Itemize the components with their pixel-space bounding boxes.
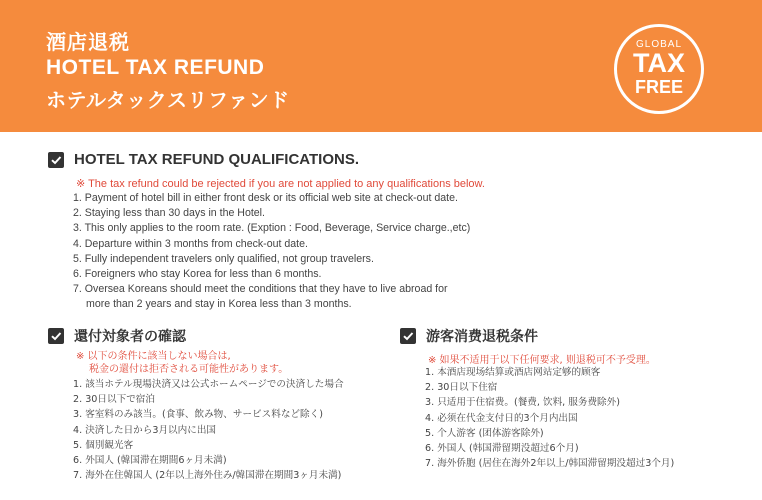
- list-item: 4. Departure within 3 months from check-out date.: [73, 237, 308, 250]
- list-item: 5. 個別観光客: [73, 439, 134, 451]
- checkbox-check-icon: [48, 328, 64, 344]
- list-item: 3. This only applies to the room rate. (Exption : Food, Beverage, Service charge.,etc): [73, 222, 471, 235]
- logo-tax-text: TAX: [633, 48, 685, 78]
- english-note: ※ The tax refund could be rejected if you are not applied to any qualifications below.: [76, 178, 485, 190]
- japanese-qualification-list: [73, 377, 344, 483]
- logo-free-text: FREE: [634, 77, 683, 97]
- checkbox-check-icon: [400, 328, 416, 344]
- header-banner: [0, 0, 762, 132]
- title-chinese: 酒店退税: [46, 30, 130, 54]
- list-item: 7. Oversea Koreans should meet the conditions that they have to live abroad for: [73, 283, 448, 296]
- english-section-heading: [48, 151, 359, 168]
- list-item: 2. 30日以下で宿泊: [73, 394, 155, 406]
- list-item: 4. 必须在代金支付日的3个月内出国: [425, 412, 578, 424]
- chinese-heading-text: 游客消费退税条件: [426, 329, 538, 345]
- list-item: more than 2 years and stay in Korea less than 3 months.: [86, 298, 352, 311]
- japanese-section-heading: [48, 326, 186, 346]
- japanese-heading-text: 還付対象者の確認: [74, 329, 186, 345]
- list-item: 4. 決済した日から3月以内に出国: [73, 424, 217, 436]
- list-item: 1. 該当ホテル現場決済又は公式ホームページでの決済した場合: [73, 379, 344, 390]
- list-item: 3. 只适用于住宿费。(餐费, 饮料, 服务费除外): [425, 397, 620, 409]
- chinese-section-heading: [400, 326, 538, 346]
- list-item: 5. 个人游客 (团体游客除外): [425, 427, 544, 439]
- english-qualification-list: [73, 191, 470, 313]
- list-item: 5. Fully independent travelers only qualified, not group travelers.: [73, 252, 374, 265]
- japanese-note-line2: 税金の還付は拒否される可能性があります。: [89, 364, 289, 375]
- list-item: 6. 外国人 (韓国滞在期間6ヶ月未満): [73, 455, 227, 467]
- title-english: HOTEL TAX REFUND: [46, 56, 265, 79]
- japanese-note-line1: ※ 以下の条件に該当しない場合は,: [76, 351, 231, 362]
- title-japanese: ホテルタックスリファンド: [46, 88, 290, 112]
- chinese-qualification-list: [425, 365, 674, 471]
- logo-global-text: GLOBAL: [635, 39, 683, 50]
- list-item: 1. 本酒店现场结算或酒店网站定够的顾客: [425, 367, 601, 378]
- checkbox-check-icon: [48, 152, 64, 168]
- japanese-note: [76, 350, 288, 376]
- list-item: 2. 30日以下住宿: [425, 382, 498, 394]
- english-heading-text: HOTEL TAX REFUND QUALIFICATIONS.: [74, 151, 359, 168]
- global-tax-free-logo: [614, 24, 704, 114]
- list-item: 1. Payment of hotel bill in either front desk or its official web site at check-out date.: [73, 192, 458, 204]
- list-item: 2. Staying less than 30 days in the Hotel.: [73, 207, 265, 220]
- list-item: 6. Foreigners who stay Korea for less than 6 months.: [73, 268, 322, 281]
- list-item: 7. 海外在住韓国人 (2年以上海外住み/韓国滞在期間3ヶ月未満): [73, 470, 342, 482]
- list-item: 6. 外国人 (韩国滞留期没超过6个月): [425, 443, 579, 455]
- chinese-note: ※ 如果不适用于以下任何要求, 则退税可不予受理。: [428, 355, 656, 366]
- list-item: 3. 客室料のみ該当。(食事、飲み物、サービス料など除く): [73, 409, 323, 421]
- list-item: 7. 海外侨胞 (居住在海外2年以上/韩国滞留期没超过3个月): [425, 458, 675, 470]
